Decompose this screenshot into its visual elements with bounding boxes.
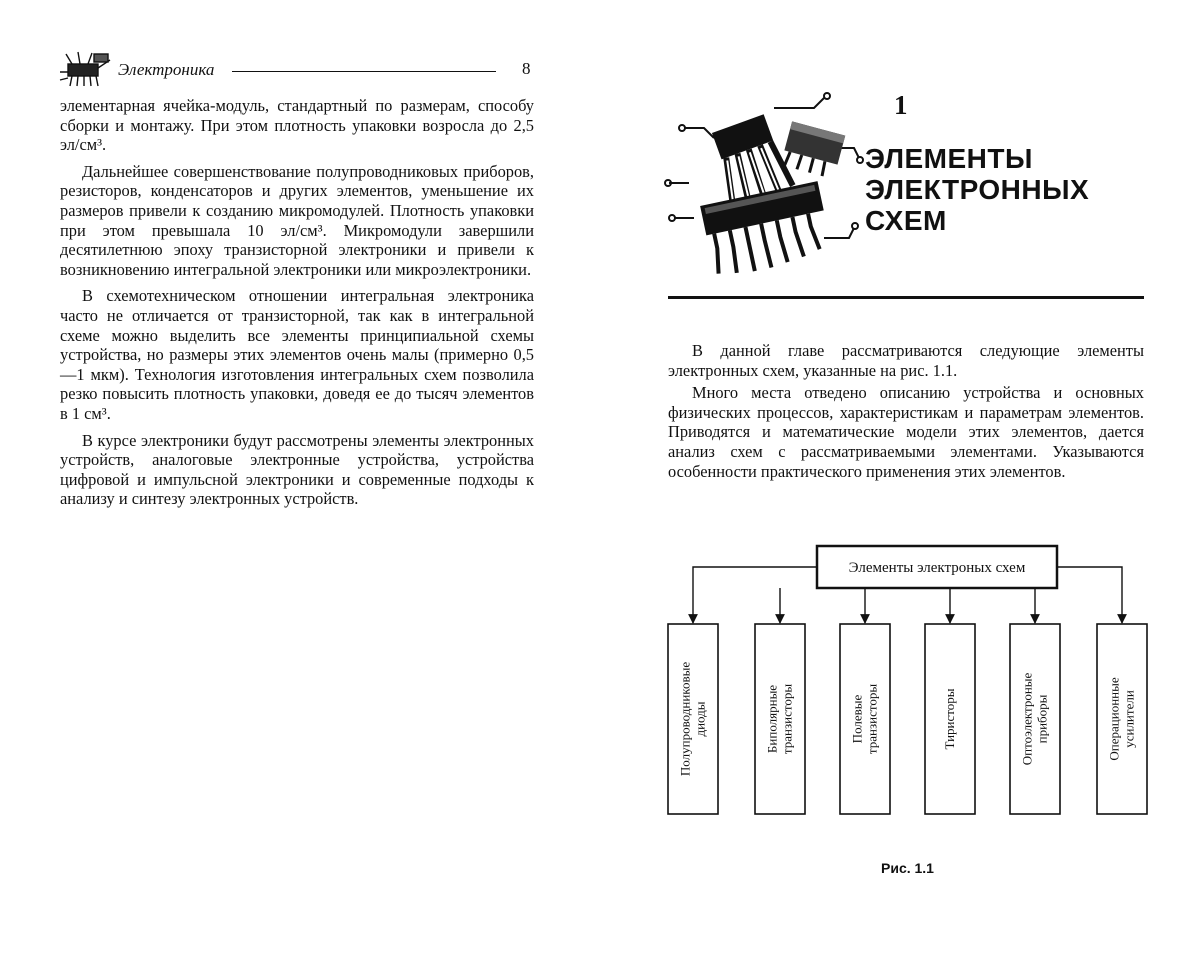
left-body-text (60, 96, 534, 516)
header-rule (232, 71, 496, 72)
microchip-header-icon (58, 50, 113, 90)
chapter-rule (668, 296, 1144, 299)
child-label (942, 688, 957, 749)
chapter-title-line: ЭЛЕМЕНТЫ (865, 143, 1033, 174)
paragraph: Дальнейшее совершенствование полупроводниковых приборов, резисторов, конденсаторов и других элементов, уменьшение их размеров привели к созданию микромодулей. Плотность упаковки при этом превышала 10 эл/см³. Микромодули завершили десятилетнюю эпоху транзисторной электроники и привели к возникновению интегральной электроники или микроэлектроники. (60, 161, 534, 279)
paragraph: В данной главе рассматриваются следующие элементы электронных схем, указанные на рис. 1.1. (668, 341, 1144, 380)
child-label-line: Операционные (1106, 677, 1122, 761)
paragraph: Много места отведено описанию устройства и основных физических процессов, характеристикам и параметрам элементов. Приводятся и математические модели этих элементов, дается анализ схем с рассматриваемыми элементами. Указываются особенности практического применения этих элементов. (668, 383, 1144, 481)
chapter-title (865, 143, 1089, 236)
paragraph: В курсе электроники будут рассмотрены элементы электронных устройств, аналоговые электронные устройства, устройства цифровой и импульсной электроники и современные подходы к анализу и синтезу электронных устройств. (60, 430, 534, 509)
child-label-line: усилители (1121, 690, 1137, 748)
microchips-illustration (664, 88, 864, 278)
chapter-intro-text (668, 341, 1144, 484)
root-label: Элементы электроных схем (848, 560, 1026, 576)
chapter-title-line: ЭЛЕКТРОННЫХ (865, 174, 1090, 205)
child-label (765, 684, 795, 754)
child-label-line: диоды (692, 701, 708, 737)
child-label-line: транзисторы (779, 683, 795, 755)
child-label-line: Биполярные (764, 684, 780, 754)
child-label-line: транзисторы (864, 683, 880, 755)
child-label-line: Оптоэлектроные (1019, 672, 1035, 766)
figure-caption: Рис. 1.1 (881, 860, 934, 876)
chapter-number: 1 (894, 90, 908, 120)
child-label-line: приборы (1034, 694, 1050, 744)
running-head: Электроника (118, 60, 215, 79)
child-label-line: Полевые (849, 694, 865, 744)
block-diagram (660, 540, 1160, 840)
paragraph: элементарная ячейка-модуль, стандартный по размерам, способу сборки и монтажу. При этом плотность упаковки возросла до 2,5 эл/см³. (60, 96, 534, 155)
paragraph: В схемотехническом отношении интегральная электроника часто не отличается от транзисторной, так как в интегральной схеме можно выделить все элементы принципиальной схемы устройства, но размеры этих элементов очень малы (примерно 0,5—1 мкм). Технология изготовления интегральных схем позволила резко повысить плотность упаковки, доведя ее до тысяч элементов в 1 см³. (60, 286, 534, 423)
child-label-line: Полупроводниковые (677, 661, 693, 777)
chapter-title-line: СХЕМ (865, 205, 947, 236)
right-page (600, 0, 1200, 965)
connector-arrow (693, 567, 817, 623)
child-label-line: Тиристоры (942, 688, 957, 750)
page-number: 8 (522, 59, 531, 78)
connector-arrow (1057, 567, 1122, 623)
